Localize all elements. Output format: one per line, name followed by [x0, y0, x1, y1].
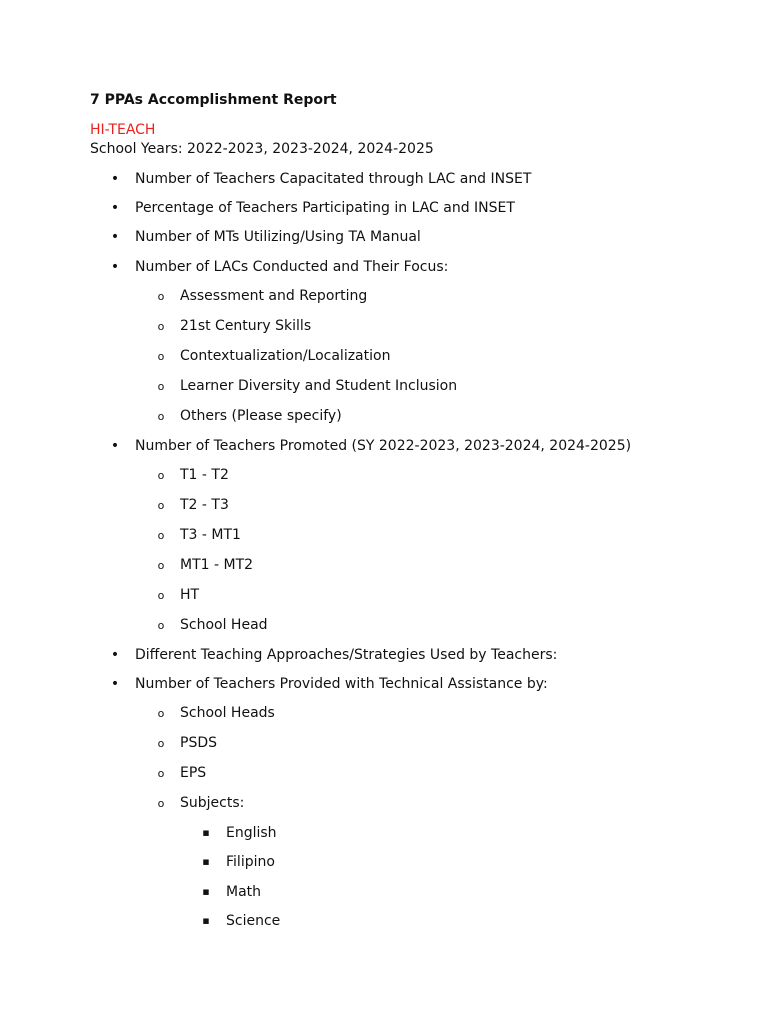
sub-list-item: MT1 - MT2 [180, 557, 254, 573]
bullet-marker: • [110, 229, 120, 245]
list-item: Number of Teachers Promoted (SY 2022-2023, 2023-2024, 2024-2025) [135, 438, 632, 454]
sub-list-item: Subjects: [180, 795, 245, 811]
sub-bullet-marker: o [157, 737, 165, 750]
sub-sub-list-item: English [226, 825, 277, 841]
sub-bullet-marker: o [157, 380, 165, 393]
school-years-line: School Years: 2022-2023, 2023-2024, 2024-2025 [90, 141, 434, 157]
bullet-marker: • [110, 647, 120, 663]
sub-list-item: School Heads [180, 705, 275, 721]
sub-sub-bullet-marker: ▪ [202, 914, 210, 927]
list-item: Percentage of Teachers Participating in LAC and INSET [135, 200, 515, 216]
sub-sub-list-item: Math [226, 884, 262, 900]
list-item: Number of MTs Utilizing/Using TA Manual [135, 229, 421, 245]
sub-sub-bullet-marker: ▪ [202, 855, 210, 868]
sub-bullet-marker: o [157, 767, 165, 780]
sub-list-item: Learner Diversity and Student Inclusion [180, 378, 458, 394]
sub-bullet-marker: o [157, 559, 165, 572]
sub-list-item: EPS [180, 765, 207, 781]
sub-list-item: School Head [180, 617, 268, 633]
sub-bullet-marker: o [157, 499, 165, 512]
sub-bullet-marker: o [157, 350, 165, 363]
sub-list-item: Assessment and Reporting [180, 288, 368, 304]
sub-sub-list-item: Filipino [226, 854, 275, 870]
bullet-marker: • [110, 676, 120, 692]
bullet-marker: • [110, 200, 120, 216]
sub-bullet-marker: o [157, 290, 165, 303]
list-item: Number of Teachers Capacitated through LAC and INSET [135, 171, 532, 187]
sub-bullet-marker: o [157, 469, 165, 482]
sub-list-item: Contextualization/Localization [180, 348, 391, 364]
sub-sub-bullet-marker: ▪ [202, 885, 210, 898]
sub-list-item: T3 - MT1 [180, 527, 241, 543]
sub-list-item: HT [180, 587, 200, 603]
sub-bullet-marker: o [157, 589, 165, 602]
sub-list-item: T1 - T2 [180, 467, 229, 483]
sub-bullet-marker: o [157, 797, 165, 810]
sub-list-item: 21st Century Skills [180, 318, 312, 334]
sub-bullet-marker: o [157, 529, 165, 542]
sub-bullet-marker: o [157, 707, 165, 720]
sub-sub-list-item: Science [226, 913, 281, 929]
sub-list-item: PSDS [180, 735, 217, 751]
document-subtitle: HI-TEACH [90, 122, 156, 138]
sub-list-item: T2 - T3 [180, 497, 229, 513]
bullet-marker: • [110, 259, 120, 275]
bullet-marker: • [110, 171, 120, 187]
bullet-marker: • [110, 438, 120, 454]
sub-bullet-marker: o [157, 320, 165, 333]
list-item: Different Teaching Approaches/Strategies Used by Teachers: [135, 647, 558, 663]
sub-list-item: Others (Please specify) [180, 408, 342, 424]
sub-bullet-marker: o [157, 619, 165, 632]
sub-bullet-marker: o [157, 410, 165, 423]
sub-sub-bullet-marker: ▪ [202, 826, 210, 839]
list-item: Number of Teachers Provided with Technical Assistance by: [135, 676, 548, 692]
document-title: 7 PPAs Accomplishment Report [90, 92, 337, 108]
list-item: Number of LACs Conducted and Their Focus: [135, 259, 449, 275]
